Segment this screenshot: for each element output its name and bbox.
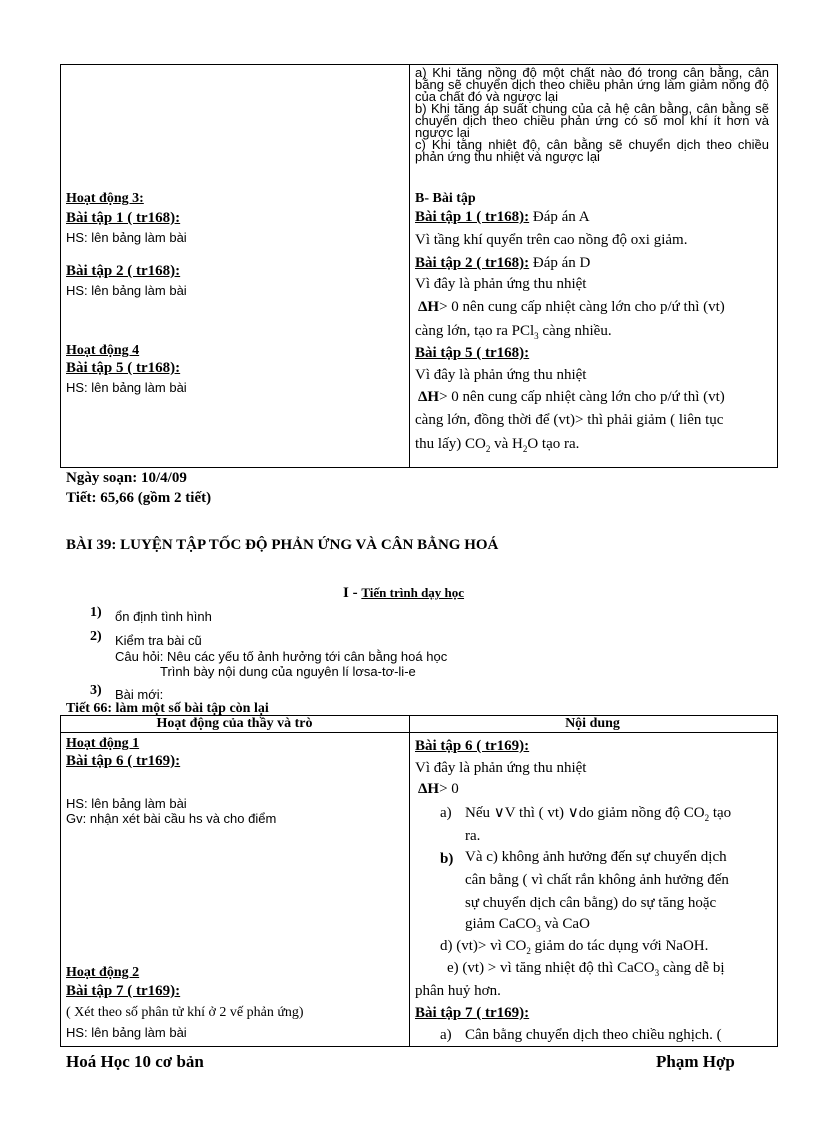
activity-4-heading: Hoạt động 4 [66, 343, 140, 358]
part-a-text: Nếu ∨V thì ( vt) ∨do giảm nồng độ CO [465, 805, 705, 821]
part-b-line4-b: và CaO [540, 916, 590, 932]
exercise-2-line3-sub: 3 [534, 331, 539, 341]
exercise-2-line2-text: > 0 nên cung cấp nhiệt càng lớn cho p/ứ thì (vt) [439, 299, 725, 315]
header-content: Nội dung [565, 716, 620, 731]
part-a-line2: ra. [465, 828, 481, 844]
exercise-5-heading-right: Bài tập 5 ( tr168): [415, 345, 530, 361]
exercise-1-heading-right: Bài tập 1 ( tr168): [415, 209, 530, 225]
exercise-2-choice: Đáp án D [529, 255, 591, 271]
exercise-6-heading-left: Bài tập 6 ( tr169): [66, 753, 181, 769]
exercise-6-dh [418, 778, 459, 800]
exercise-5-line4-sub2: 2 [522, 444, 528, 454]
item-3-text: Bài mới: [115, 687, 164, 702]
part-b-line4-sub: 3 [536, 924, 541, 934]
exercise-1-hs: HS: lên bảng làm bài [66, 230, 187, 245]
delta-h-symbol: ΔH [418, 781, 440, 797]
part-e-a: e) (vt) > vì tăng nhiệt độ thì CaCO [447, 960, 655, 976]
exercise-2-line3-b: càng nhiều. [538, 323, 612, 339]
gv-line: Gv: nhận xét bài cầu hs và cho điểm [66, 811, 277, 826]
part-e-b: càng dễ bị [659, 960, 725, 976]
exercise-5-line4-a: thu lấy) CO [415, 436, 486, 452]
hs-line-1: HS: lên bảng làm bài [66, 796, 187, 811]
delta-h-symbol: ΔH [418, 299, 440, 315]
activity-1-heading: Hoạt động 1 [66, 736, 140, 751]
exercise-1-reason: Vì tầng khí quyển trên cao nồng độ oxi giảm. [415, 232, 688, 248]
part-a-line1 [465, 802, 731, 829]
exercise-5-line1: Vì đây là phản ứng thu nhiệt [415, 367, 587, 383]
item-1-number: 1) [90, 605, 102, 620]
exercise-2-answer [415, 252, 590, 274]
exercise-5-line2-text: > 0 nên cung cấp nhiệt càng lớn cho p/ứ thì (vt) [439, 389, 725, 405]
exercise-5-hs: HS: lên bảng làm bài [66, 380, 187, 395]
exercise-2-heading-left: Bài tập 2 ( tr168): [66, 263, 181, 279]
delta-h-symbol: ΔH [418, 389, 440, 405]
exercise-7-a-label: a) [440, 1027, 452, 1043]
part-e-sub: 3 [654, 968, 660, 978]
item-1-text: ổn định tình hình [115, 609, 212, 624]
activity-2-heading: Hoạt động 2 [66, 965, 140, 980]
exercise-5-line2 [418, 386, 725, 408]
part-d-a: d) (vt)> vì CO [440, 938, 527, 954]
exercise-5-heading-left: Bài tập 5 ( tr168): [66, 360, 181, 376]
exercise-7-a-text: Cân bằng chuyển dịch theo chiều nghịch. ( [465, 1027, 722, 1043]
part-e-line2: phân huỷ hơn. [415, 983, 501, 999]
exercise-6-line1: Vì đây là phản ứng thu nhiệt [415, 760, 587, 776]
part-b-label: b) [440, 851, 454, 867]
table-bottom-header-rule [60, 732, 777, 733]
tiet-66-line: Tiết 66: làm một số bài tập còn lại [66, 701, 269, 716]
equilibrium-rules: a) Khi tăng nồng độ một chất nào đó trong cân bằng, cân bằng sẽ chuyển dịch theo chiều phản ứng làm giảm nồng độ của chất đó và ngược lại b) Khi tăng áp suất chung của cả hệ cân bằng, cân bằng sẽ chuyển dịch theo chiều phản ứng có số mol khí ít hơn và ngược lại c) Khi tăng nhiệt độ, cân bằng sẽ chuyển dịch theo chiều phản ứng thu nhiệt và ngược lại [415, 65, 769, 164]
exercise-5-line4-b: và H [490, 436, 523, 452]
part-b-line4-a: giảm CaCO [465, 916, 537, 932]
exercise-1-answer [415, 206, 590, 228]
exercise-2-hs: HS: lên bảng làm bài [66, 283, 187, 298]
exercise-2-line3-a: càng lớn, tạo ra PCl [415, 323, 535, 339]
section-heading [343, 585, 464, 602]
part-a-label: a) [440, 805, 452, 821]
exercise-7-heading-left: Bài tập 7 ( tr169): [66, 983, 181, 999]
question-line-1: Câu hỏi: Nêu các yếu tố ảnh hưởng tới cân bằng hoá học [115, 649, 448, 664]
exercise-2-heading-right: Bài tập 2 ( tr168): [415, 255, 530, 271]
part-b-line1: Và c) không ảnh hưởng đến sự chuyển dịch [465, 849, 727, 865]
exercise-7-note: ( Xét theo số phân tử khí ở 2 vế phản ứng) [66, 1005, 304, 1020]
section-number: I - [343, 585, 362, 601]
part-d-b: giảm do tác dụng với NaOH. [530, 938, 709, 954]
question-line-2: Trình bày nội dung của nguyên lí lơsa-tơ-li-e [160, 664, 416, 679]
exercise-5-line4 [415, 433, 579, 460]
part-d-sub: 2 [526, 946, 531, 956]
lesson-title: BÀI 39: LUYỆN TẬP TỐC ĐỘ PHẢN ỨNG VÀ CÂN BẰNG HOÁ [66, 537, 499, 553]
exercise-6-dh-rest: > 0 [439, 781, 459, 797]
section-title: Tiến trình dạy học [361, 585, 465, 600]
lesson-line: Tiết: 65,66 (gồm 2 tiết) [66, 490, 212, 506]
footer-author: Phạm Hợp [656, 1052, 735, 1071]
item-2-text: Kiểm tra bài cũ [115, 633, 202, 648]
exercise-6-heading-right: Bài tập 6 ( tr169): [415, 738, 530, 754]
item-2-number: 2) [90, 629, 102, 644]
hs-line-2: HS: lên bảng làm bài [66, 1025, 187, 1040]
activity-3-heading: Hoạt động 3: [66, 191, 144, 206]
part-a-post: tạo [709, 805, 732, 821]
exercise-2-line1: Vì đây là phản ứng thu nhiệt [415, 276, 587, 292]
section-b-heading: B- Bài tập [415, 191, 476, 206]
footer-subject: Hoá Học 10 cơ bản [66, 1052, 204, 1071]
part-b-line3: sự chuyển dịch cân bằng) do sự tăng hoặc [465, 895, 717, 911]
part-a-sub: 2 [704, 813, 710, 823]
exercise-5-line3: càng lớn, đồng thời để (vt)> thì phải giảm ( liên tục [415, 412, 724, 428]
exercise-2-line2 [418, 296, 725, 318]
date-line: Ngày soạn: 10/4/09 [66, 470, 187, 486]
exercise-5-line4-sub1: 2 [485, 444, 491, 454]
item-3-number: 3) [90, 683, 102, 698]
exercise-1-heading-left: Bài tập 1 ( tr168): [66, 210, 181, 226]
exercise-1-choice: Đáp án A [529, 209, 590, 225]
header-teacher-student: Hoạt động của thầy và trò [156, 716, 313, 731]
exercise-7-heading-right: Bài tập 7 ( tr169): [415, 1005, 530, 1021]
exercise-5-line4-c: O tạo ra. [527, 436, 580, 452]
table-top-divider [409, 64, 410, 467]
part-b-line2: cân bằng ( vì chất rắn không ảnh hưởng đến [465, 872, 729, 888]
table-bottom-divider [409, 715, 410, 1046]
